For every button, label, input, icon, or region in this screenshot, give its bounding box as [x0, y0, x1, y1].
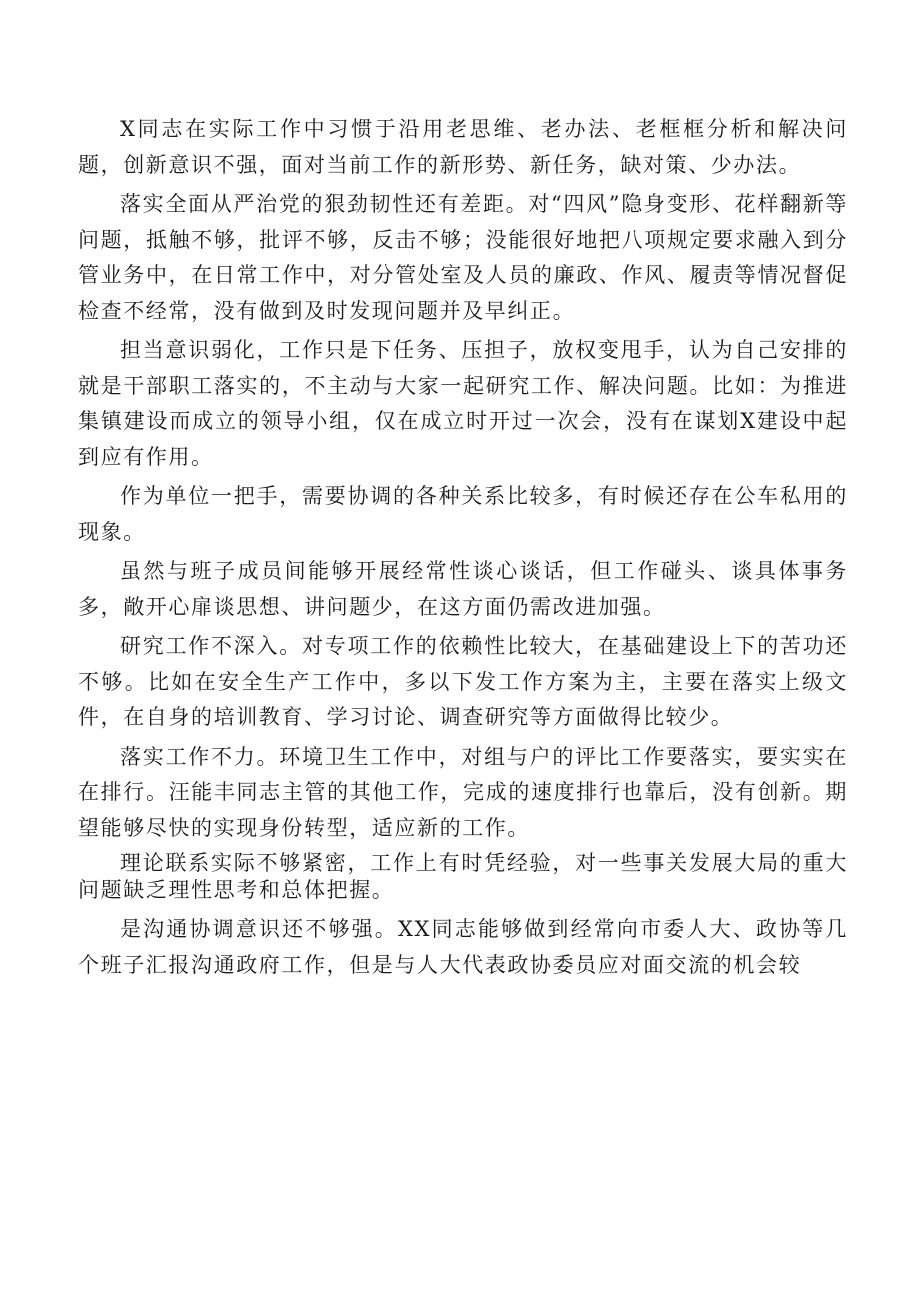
- paragraph-7: 落实工作不力。环境卫生工作中，对组与户的评比工作要落实，要实实在在排行。汪能丰同志主管的其他工作，完成的速度排行也靠后，没有创新。期望能够尽快的实现身份转型，适应新的工作。: [78, 744, 848, 840]
- paragraph-5: 虽然与班子成员间能够开展经常性谈心谈话，但工作碰头、谈具体事务多，敞开心扉谈思想、讲问题少，在这方面仍需改进加强。: [78, 559, 848, 619]
- paragraph-6: 研究工作不深入。对专项工作的依赖性比较大，在基础建设上下的苦功还不够。比如在安全生产工作中，多以下发工作方案为主，主要在落实上级文件，在自身的培训教育、学习讨论、调查研究等方面做得比较少。: [78, 634, 848, 729]
- paragraph-8: 理论联系实际不够紧密，工作上有时凭经验，对一些事关发展大局的重大问题缺乏理性思考和总体把握。: [78, 851, 848, 902]
- paragraph-1: X同志在实际工作中习惯于沿用老思维、老办法、老框框分析和解决问题，创新意识不强，面对当前工作的新形势、新任务，缺对策、少办法。: [78, 117, 848, 177]
- paragraph-3: 担当意识弱化，工作只是下任务、压担子，放权变甩手，认为自己安排的就是干部职工落实的，不主动与大家一起研究工作、解决问题。比如：为推进集镇建设而成立的领导小组，仅在成立时开过一次会，没有在谋划X建设中起到应有作用。: [78, 338, 848, 469]
- paragraph-9: 是沟通协调意识还不够强。XX同志能够做到经常向市委人大、政协等几个班子汇报沟通政府工作，但是与人大代表政协委员应对面交流的机会较: [78, 917, 848, 977]
- paragraph-2: 落实全面从严治党的狠劲韧性还有差距。对“四风”隐身变形、花样翻新等问题，抵触不够，批评不够，反击不够；没能很好地把八项规定要求融入到分管业务中，在日常工作中，对分管处室及人员的廉政、作风、履责等情况督促检查不经常，没有做到及时发现问题并及早纠正。: [78, 192, 848, 323]
- document-body: [78, 112, 848, 987]
- paragraph-4: 作为单位一把手，需要协调的各种关系比较多，有时候还存在公车私用的现象。: [78, 484, 848, 544]
